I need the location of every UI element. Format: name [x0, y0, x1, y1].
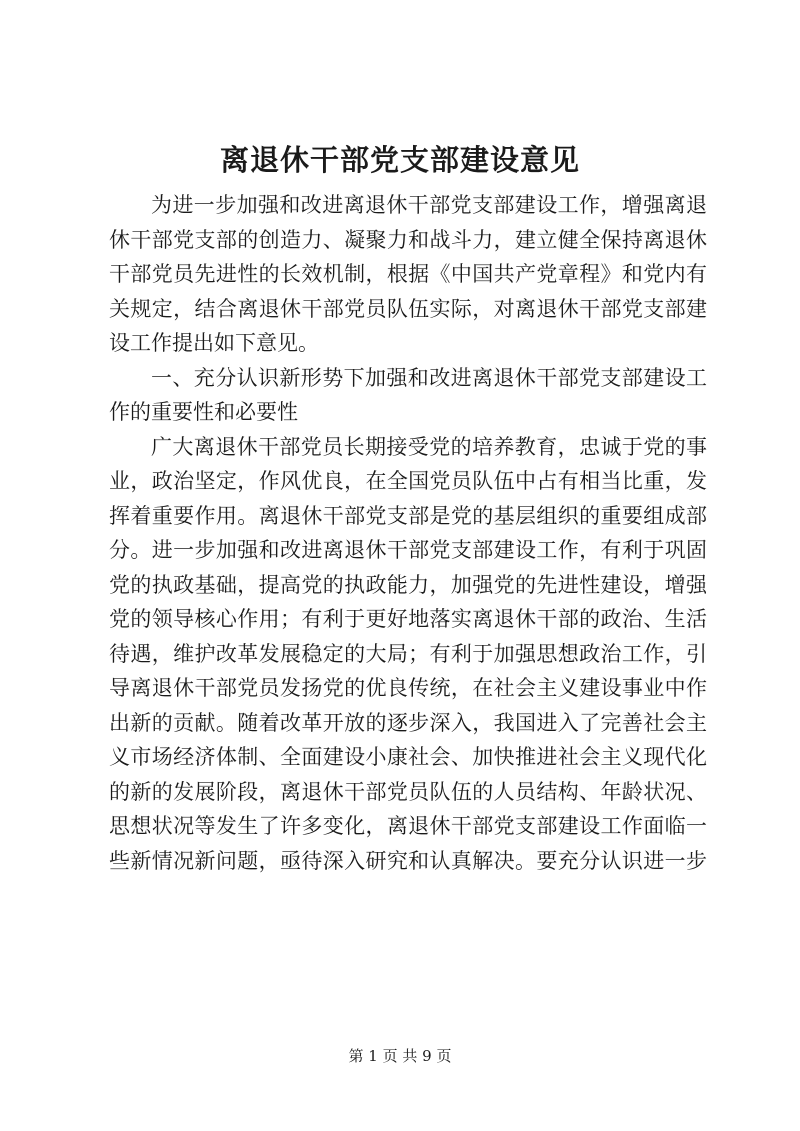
page-footer: 第 1 页 共 9 页 — [348, 1047, 452, 1065]
paragraph-1-line-4: 关规定，结合离退休干部党员队伍实际，对离退休干部党支部建 — [109, 296, 707, 321]
document-title: 离退休干部党支部建设意见 — [219, 143, 580, 177]
paragraph-1-line-5: 设工作提出如下意见。 — [109, 331, 319, 355]
paragraph-2-line-12: 思想状况等发生了许多变化，离退休干部党支部建设工作面临一 — [109, 814, 707, 838]
paragraph-2-line-4: 分。进一步加强和改进离退休干部党支部建设工作，有利于巩固 — [109, 538, 707, 562]
paragraph-2-line-10: 义市场经济体制、全面建设小康社会、加快推进社会主义现代化 — [109, 745, 707, 769]
paragraph-2-line-5: 党的执政基础，提高党的执政能力，加强党的先进性建设，增强 — [109, 572, 707, 597]
paragraph-2-line-1: 广大离退休干部党员长期接受党的培养教育，忠诚于党的事 — [151, 434, 707, 459]
paragraph-2-line-8: 导离退休干部党员发扬党的优良传统，在社会主义建设事业中作 — [109, 676, 707, 700]
section-heading-line-2: 作的重要性和必要性 — [109, 400, 298, 424]
paragraph-2-line-13: 些新情况新问题，亟待深入研究和认真解决。要充分认识进一步 — [109, 848, 707, 873]
paragraph-2-line-6: 党的领导核心作用；有利于更好地落实离退休干部的政治、生活 — [109, 607, 707, 631]
paragraph-2-line-3: 挥着重要作用。离退休干部党支部是党的基层组织的重要组成部 — [109, 503, 707, 528]
paragraph-1-line-3: 干部党员先进性的长效机制，根据《中国共产党章程》和党内有 — [109, 262, 707, 286]
paragraph-1-line-1: 为进一步加强和改进离退休干部党支部建设工作，增强离退 — [151, 193, 707, 217]
paragraph-2-line-9: 出新的贡献。随着改革开放的逐步深入，我国进入了完善社会主 — [109, 710, 707, 735]
paragraph-2-line-2: 业，政治坚定，作风优良，在全国党员队伍中占有相当比重，发 — [109, 469, 707, 493]
paragraph-1-line-2: 休干部党支部的创造力、凝聚力和战斗力，建立健全保持离退休 — [109, 227, 707, 252]
paragraph-2-line-11: 的新的发展阶段，离退休干部党员队伍的人员结构、年龄状况、 — [109, 779, 707, 804]
document-body — [109, 188, 707, 878]
section-heading-line-1: 一、充分认识新形势下加强和改进离退休干部党支部建设工 — [151, 365, 707, 390]
paragraph-2-line-7: 待遇，维护改革发展稳定的大局；有利于加强思想政治工作，引 — [109, 641, 707, 666]
